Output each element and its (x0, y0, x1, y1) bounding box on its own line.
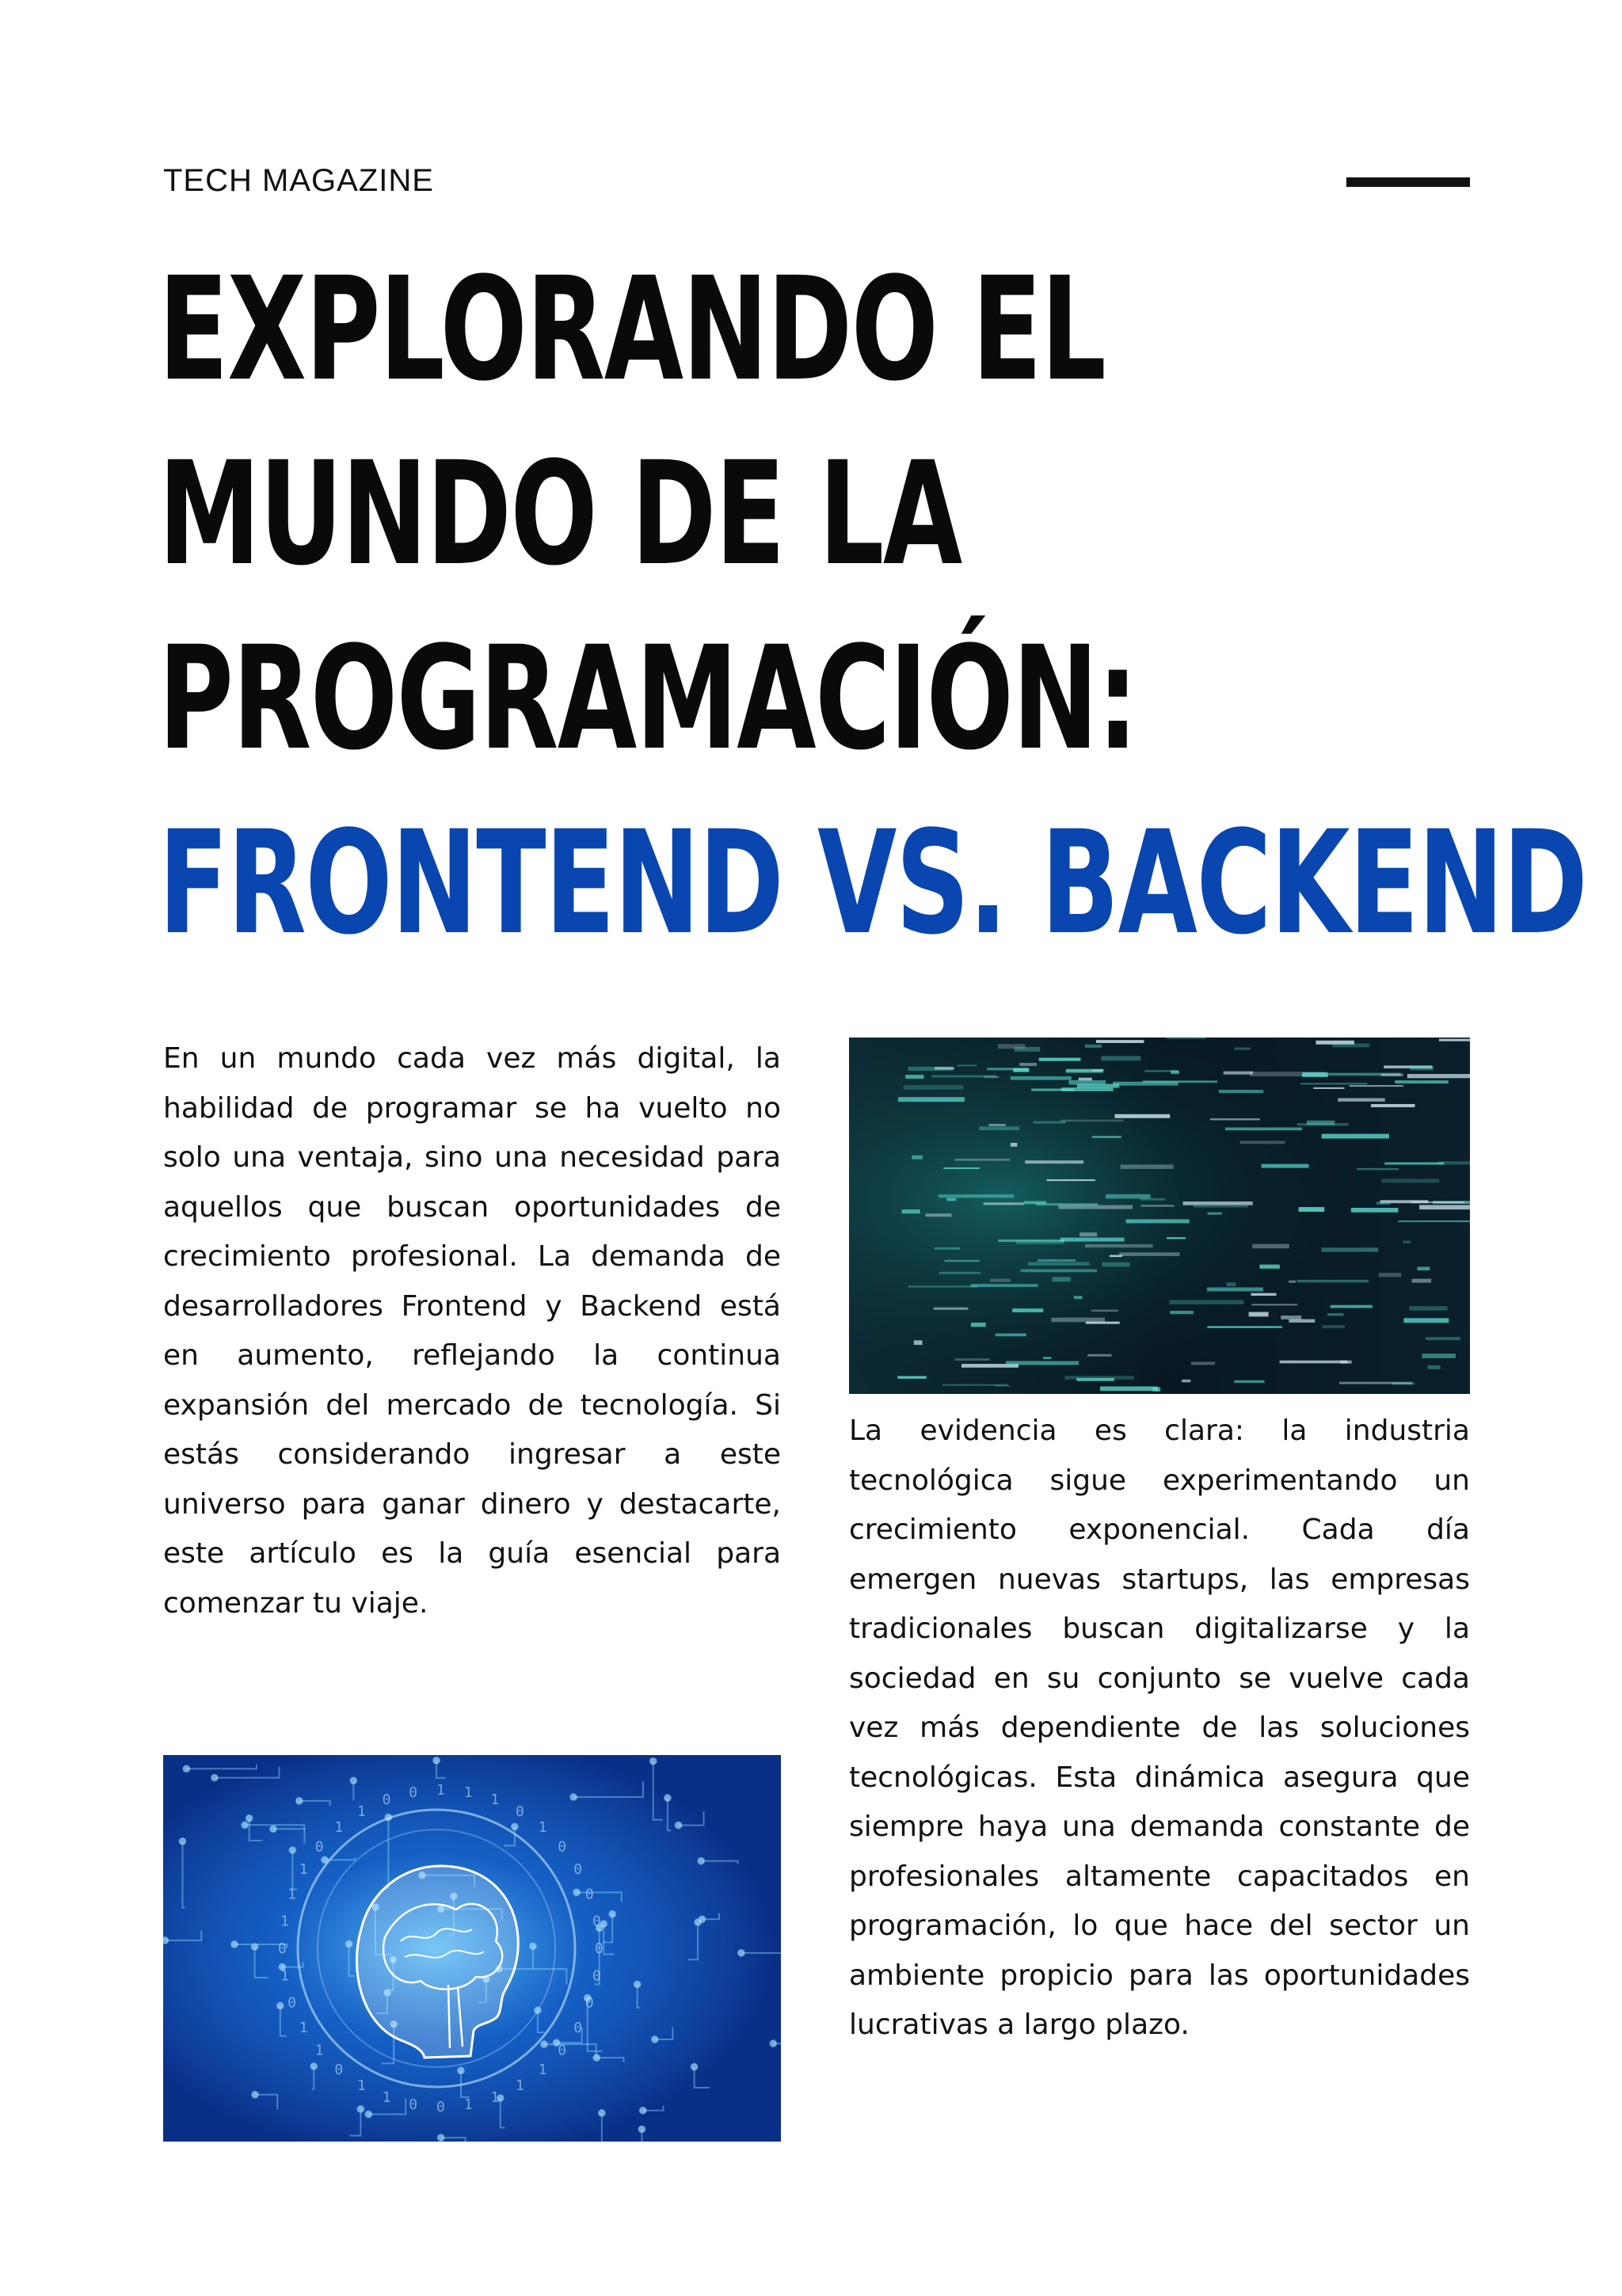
svg-text:0: 0 (592, 1967, 601, 1985)
svg-text:0: 0 (409, 1784, 418, 1801)
svg-text:1: 1 (299, 2020, 308, 2036)
svg-text:1: 1 (334, 1818, 344, 1836)
svg-text:0: 0 (584, 1886, 594, 1903)
intro-paragraph: En un mundo cada vez más digital, la habilidad de programar se ha vuelto no solo una ventaja, sino una necesidad para aquellos que buscan oportunidades de crecimiento profesional. La demanda de desarrolladores Frontend y Backend está en aumento, reflejando la continua expansión del mercado de tecnología. Si estás considerando ingresar a este universo para ganar dinero y destacarte, este artículo es la guía esencial para comenzar tu viaje. (163, 1042, 781, 1620)
svg-text:0: 0 (595, 1940, 603, 1957)
headline-line-1: EXPLORANDO EL (158, 247, 1106, 413)
svg-text:1: 1 (280, 1913, 289, 1930)
svg-text:0: 0 (592, 1913, 601, 1930)
svg-text:1: 1 (490, 2088, 500, 2106)
svg-text:1: 1 (463, 2096, 473, 2113)
svg-text:1: 1 (463, 1784, 473, 1801)
svg-text:1: 1 (280, 1967, 289, 1985)
svg-text:0: 0 (287, 1994, 296, 2012)
svg-text:1: 1 (382, 2088, 391, 2106)
svg-text:0: 0 (278, 1940, 287, 1957)
svg-text:0: 0 (409, 2096, 418, 2113)
svg-text:1: 1 (357, 2077, 366, 2095)
svg-text:0: 0 (382, 1791, 391, 1809)
binary-code-illustration (849, 1038, 1470, 1394)
ai-brain-illustration (163, 1755, 781, 2142)
ai-brain-image (163, 1755, 781, 2142)
svg-text:0: 0 (334, 2062, 344, 2079)
svg-text:0: 0 (573, 1861, 583, 1878)
svg-text:0: 0 (558, 1838, 567, 1856)
svg-text:0: 0 (436, 2099, 445, 2115)
svg-text:1: 1 (436, 1782, 445, 1799)
headline-line-3: PROGRAMACIÓN: (158, 616, 1137, 782)
svg-text:0: 0 (558, 2042, 567, 2059)
svg-text:1: 1 (516, 2077, 524, 2095)
svg-text:1: 1 (314, 2042, 324, 2059)
svg-text:1: 1 (299, 1861, 308, 1878)
svg-text:0: 0 (573, 2020, 583, 2036)
svg-text:1: 1 (538, 1818, 547, 1836)
binary-code-image (849, 1038, 1470, 1394)
article-headline (158, 238, 1587, 976)
header-rule (1346, 177, 1470, 187)
svg-text:1: 1 (490, 1791, 500, 1809)
headline-line-2: MUNDO DE LA (158, 432, 961, 597)
svg-text:1: 1 (287, 1886, 296, 1903)
headline-line-4: FRONTEND VS. BACKEND (158, 801, 1587, 966)
svg-text:1: 1 (357, 1803, 366, 1820)
evidence-paragraph: La evidencia es clara: la industria tecnológica sigue experimentando un crecimiento exponencial. Cada día emergen nuevas startups, las empresas tradicionales buscan digitalizarse y la sociedad en su conjunto se vuelve cada vez más dependiente de las soluciones tecnológicas. Esta dinámica asegura que siempre haya una demanda constante de profesionales altamente capacitados en programación, lo que hace del sector un ambiente propicio para las oportunidades lucrativas a largo plazo. (849, 1415, 1470, 2041)
svg-text:0: 0 (314, 1838, 324, 1856)
svg-text:1: 1 (538, 2062, 547, 2079)
svg-text:0: 0 (516, 1803, 524, 1820)
svg-text:0: 0 (584, 1994, 594, 2012)
magazine-brand: TECH MAGAZINE (163, 163, 434, 198)
